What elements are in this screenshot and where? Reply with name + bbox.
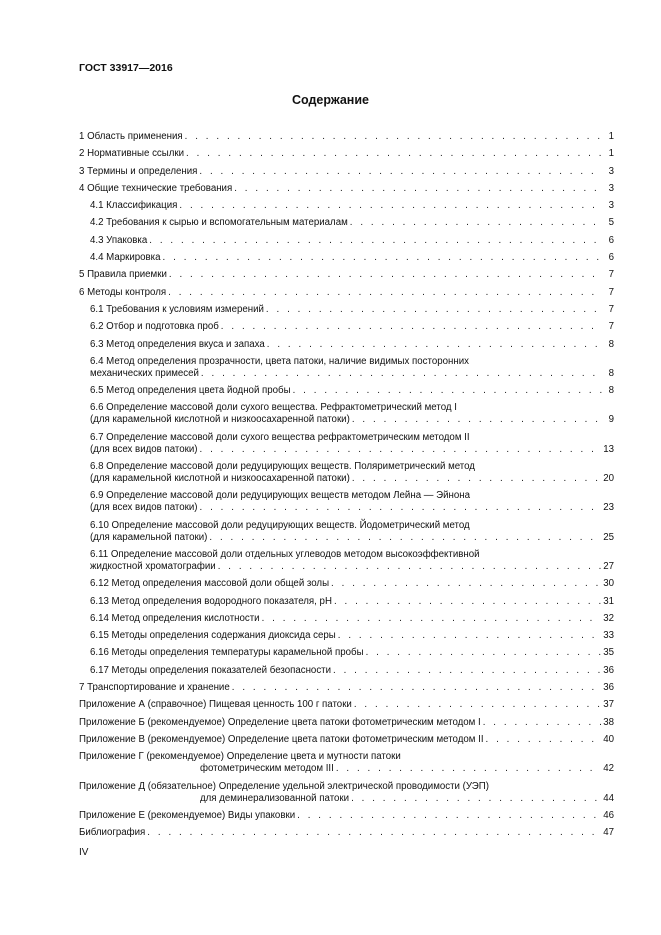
toc-entry[interactable] [79,183,614,195]
toc-entry-title-line: 6.9 Определение массовой доли редуцирующих веществ методом Лейна — Эйнона [90,490,470,502]
toc-entry[interactable] [79,682,614,694]
dot-leader [186,148,602,160]
toc-entry-line [90,613,614,625]
page-title: Содержание [291,93,369,107]
toc-entry-title-line: Приложение Д (обязательное) Определение удельной электрической проводимости (УЭП) [79,780,489,792]
toc-entry-label: 7 Транспортирование и хранение [79,682,230,694]
toc-entry-page-number: 7 [608,303,614,315]
toc-entry-page-number: 40 [603,733,614,745]
toc-entry-label: Приложение А (справочное) Пищевая ценность 100 г патоки [79,699,352,711]
toc-entry-page-number: 3 [608,165,614,177]
dot-leader [331,578,601,590]
toc-entry-line [90,235,614,247]
toc-entry-page-number: 5 [608,217,614,229]
toc-entry-label: Приложение Е (рекомендуемое) Виды упаковки [79,809,296,821]
toc-entry-line [79,699,614,711]
toc-entry[interactable] [79,810,614,822]
toc-entry-label: (для карамельной кислотной и низкоосахаренной патоки) [90,414,350,426]
toc-entry[interactable] [79,520,614,544]
dot-leader [350,217,602,229]
dot-leader [266,304,602,316]
toc-entry[interactable] [79,613,614,625]
dot-leader [221,321,602,333]
toc-entry-label: 5 Правила приемки [79,269,167,281]
toc-entry-label: для деминерализованной патоки [200,792,350,804]
toc-entry-page-number: 7 [608,286,614,298]
toc-entry-label: 4.2 Требования к сырью и вспомогательным материалам [90,217,348,229]
dot-leader [179,200,602,212]
toc-entry-page-number: 1 [608,131,614,142]
toc-entry[interactable] [79,665,614,677]
toc-entry[interactable] [79,321,614,333]
toc-entry-line [90,385,614,397]
toc-entry-label: 6.2 Отбор и подготовка проб [90,321,219,333]
toc-entry-line [90,339,614,351]
dot-leader [293,385,602,397]
toc-entry-line [79,682,614,694]
toc-entry[interactable] [79,827,614,839]
dot-leader [149,235,602,247]
toc-entry-label: 6.3 Метод определения вкуса и запаха [90,338,265,350]
toc-entry-line [79,717,614,729]
dot-leader [185,131,602,143]
dot-leader [147,827,601,839]
toc-entry-line [79,183,614,195]
dot-leader [232,682,601,694]
dot-leader [483,717,602,729]
toc-entry[interactable] [79,647,614,659]
toc-entry-line [79,148,614,160]
toc-entry-page-number: 32 [603,612,614,624]
toc-entry-page-number: 13 [603,443,614,455]
toc-entry[interactable] [79,148,614,160]
toc-entry-label: 1 Область применения [79,131,183,142]
dot-leader [334,596,601,608]
toc-entry-label: 6.5 Метод определения цвета йодной пробы [90,385,291,397]
toc-entry-label: 4.1 Классификация [90,200,178,212]
toc-entry-line [79,763,614,775]
dot-leader [200,444,602,456]
toc-entry-page-number: 20 [603,473,614,485]
toc-entry-label: 6.15 Методы определения содержания диоксида серы [90,630,336,642]
toc-entry-page-number: 31 [603,595,614,607]
toc-entry-page-number: 36 [603,682,614,694]
dot-leader [163,252,602,264]
toc-entry-line [79,793,614,805]
toc-entry-label: жидкостной хроматографии [90,560,216,572]
toc-entry-label: 6.17 Методы определения показателей безопасности [90,664,332,676]
toc-entry-title-line: Приложение Г (рекомендуемое) Определение цвета и мутности патоки [79,751,401,763]
toc-entry-title-line: 6.11 Определение массовой доли отдельных углеводов методом высокоэффективной [90,548,480,560]
toc-entry-page-number: 3 [608,200,614,212]
toc-entry-line [90,665,614,677]
toc-entry-line [90,532,614,544]
document-header: ГОСТ 33917—2016 [79,62,173,74]
toc-entry-label: (для карамельной патоки) [90,531,208,543]
dot-leader [351,793,601,805]
toc-entry[interactable] [79,630,614,642]
toc-entry-line [90,414,614,426]
toc-entry-page-number: 8 [608,338,614,350]
dot-leader [366,647,602,659]
toc-entry-line [79,269,614,281]
toc-entry-page-number: 6 [608,252,614,264]
dot-leader [354,699,601,711]
toc-entry[interactable] [79,596,614,608]
toc-entry-title-line: 6.4 Метод определения прозрачности, цвета патоки, наличие видимых посторонних [90,355,469,367]
dot-leader [169,269,602,281]
dot-leader [168,287,602,299]
toc-entry-label: 6.14 Метод определения кислотности [90,612,260,624]
toc-entry[interactable] [79,461,614,485]
toc-entry-page-number: 8 [608,367,614,379]
toc-entry-title-line: 6.10 Определение массовой доли редуцирующих веществ. Йодометрический метод [90,519,470,531]
toc-entry-line [90,578,614,590]
toc-entry-title-line: 6.8 Определение массовой доли редуцирующих веществ. Поляриметрический метод [90,461,475,473]
toc-entry-label: Библиография [79,827,146,839]
toc-entry-line [90,444,614,456]
toc-entry[interactable] [79,432,614,456]
toc-entry[interactable] [79,235,614,247]
toc-entry[interactable] [79,734,614,746]
toc-entry-label: 6 Методы контроля [79,286,167,298]
toc-entry-line [90,473,614,485]
dot-leader [338,630,601,642]
toc-entry[interactable] [79,490,614,514]
toc-entry-page-number: 44 [603,792,614,804]
toc-entry-page-number: 35 [603,647,614,659]
toc-entry-line [90,200,614,212]
toc-entry-page-number: 9 [608,414,614,426]
toc-entry-line [79,287,614,299]
toc-entry-line [79,810,614,822]
toc-entry-label: 2 Нормативные ссылки [79,148,185,160]
dot-leader [336,763,601,775]
toc-entry-line [79,734,614,746]
dot-leader [486,734,602,746]
toc-entry-page-number: 46 [603,809,614,821]
toc-entry-line [90,252,614,264]
toc-entry-line [90,321,614,333]
toc-entry[interactable] [79,217,614,229]
toc-entry-label: (для карамельной кислотной и низкоосахаренной патоки) [90,473,350,485]
toc-entry[interactable] [79,356,614,380]
toc-entry[interactable] [79,402,614,426]
dot-leader [218,561,602,573]
toc-entry-line [90,630,614,642]
toc-entry-line [79,166,614,178]
toc-entry-page-number: 23 [603,502,614,514]
toc-entry-page-number: 1 [608,148,614,160]
toc-entry-line [79,131,614,143]
toc-entry-line [90,217,614,229]
toc-entry-page-number: 25 [603,531,614,543]
toc-entry-line [90,304,614,316]
toc-entry[interactable] [79,751,614,775]
toc-entry-label: (для всех видов патоки) [90,502,198,514]
toc-entry-line [90,368,614,380]
toc-entry[interactable] [79,304,614,316]
toc-entry-page-number: 27 [603,560,614,572]
toc-entry-line [90,647,614,659]
toc-entry-label: Приложение В (рекомендуемое) Определение цвета патоки фотометрическим методом II [79,733,484,745]
toc-entry-line [79,827,614,839]
dot-leader [199,166,602,178]
toc-entry-label: 6.13 Метод определения водородного показателя, pH [90,595,332,607]
toc-entry-label: 4 Общие технические требования [79,182,233,194]
toc-entry[interactable] [79,252,614,264]
toc-entry[interactable] [79,717,614,729]
toc-entry-label: (для всех видов патоки) [90,443,198,455]
toc-entry[interactable] [79,166,614,178]
toc-entry-page-number: 38 [603,716,614,728]
toc-entry-line [90,502,614,514]
toc-entry[interactable] [79,578,614,590]
toc-entry[interactable] [79,287,614,299]
toc-entry[interactable] [79,385,614,397]
dot-leader [209,532,601,544]
dot-leader [333,665,601,677]
toc-entry[interactable] [79,200,614,212]
dot-leader [352,414,602,426]
dot-leader [262,613,602,625]
toc-entry-label: 6.16 Методы определения температуры карамельной пробы [90,647,364,659]
toc-entry-line [90,596,614,608]
toc-entry-label: механических примесей [90,367,199,379]
toc-entry-label: 4.4 Маркировка [90,252,161,264]
toc-entry-page-number: 3 [608,182,614,194]
toc-entry-page-number: 47 [603,827,614,839]
toc-entry-page-number: 6 [608,234,614,246]
dot-leader [201,368,602,380]
toc-entry-line [90,561,614,573]
dot-leader [352,473,601,485]
table-of-contents [79,131,614,844]
toc-entry-label: 3 Термины и определения [79,165,198,177]
toc-entry-label: 6.12 Метод определения массовой доли общей золы [90,578,330,590]
toc-entry[interactable] [79,339,614,351]
dot-leader [297,810,601,822]
toc-entry-label: фотометрическим методом III [200,763,334,775]
toc-entry[interactable] [79,699,614,711]
toc-entry-page-number: 7 [608,269,614,281]
toc-entry-page-number: 36 [603,664,614,676]
dot-leader [234,183,602,195]
toc-entry-title-line: 6.6 Определение массовой доли сухого вещества. Рефрактометрический метод I [90,402,457,414]
toc-entry-page-number: 30 [603,578,614,590]
toc-entry[interactable] [79,131,614,143]
toc-entry-title-line: 6.7 Определение массовой доли сухого вещества рефрактометрическим методом II [90,431,470,443]
toc-entry-page-number: 8 [608,385,614,397]
dot-leader [200,502,602,514]
toc-entry-label: 6.1 Требования к условиям измерений [90,303,264,315]
toc-entry[interactable] [79,781,614,805]
page-number: IV [79,847,89,858]
toc-entry-page-number: 37 [603,699,614,711]
toc-entry-label: 4.3 Упаковка [90,234,148,246]
toc-entry[interactable] [79,549,614,573]
toc-entry-page-number: 33 [603,630,614,642]
toc-entry-page-number: 7 [608,321,614,333]
toc-entry-label: Приложение Б (рекомендуемое) Определение цвета патоки фотометрическим методом I [79,716,481,728]
toc-entry[interactable] [79,269,614,281]
toc-entry-page-number: 42 [603,763,614,775]
dot-leader [267,339,602,351]
